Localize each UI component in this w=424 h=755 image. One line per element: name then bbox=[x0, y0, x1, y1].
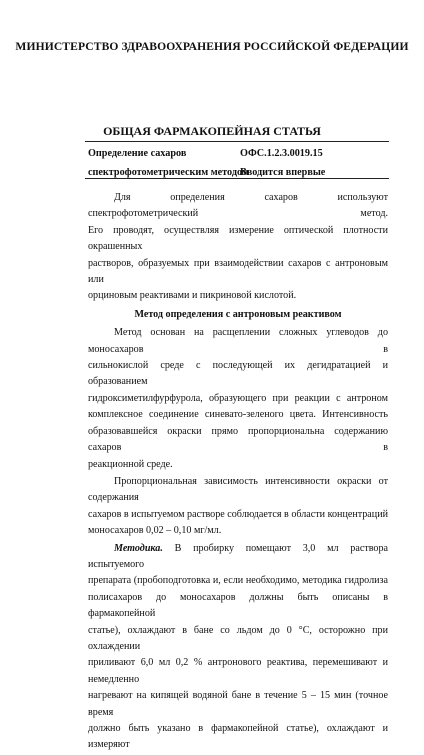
method-line: Метод основан на расщеплении сложных углеводов до моносахаров в bbox=[88, 327, 388, 355]
intro-line: орциновым реактивами и пикриновой кислотой. bbox=[88, 290, 297, 302]
method-paragraph bbox=[88, 325, 388, 473]
section-heading: Метод определения с антроновым реактивом bbox=[134, 308, 342, 320]
procedure-line: приливают 6,0 мл 0,2 % антронового реактива, перемешивают и немедленно bbox=[88, 657, 388, 685]
intro-line: растворов, образуемых при взаимодействии сахаров с антроновым или bbox=[88, 257, 388, 286]
method-line: реакционной среде. bbox=[88, 458, 173, 470]
method-line: комплексное соединение синевато-зеленого цвета. Интенсивность bbox=[88, 409, 388, 421]
meta-top-rule bbox=[85, 141, 389, 142]
intro-line: Для определения сахаров используют спектрофотометрический метод. bbox=[88, 192, 388, 220]
procedure-line: должно быть указано в фармакопейной статье), охлаждают и измеряют bbox=[88, 723, 388, 751]
procedure-line: нагревают на кипящей водяной бане в течение 5 – 15 мин (точное время bbox=[88, 690, 388, 718]
article-code-block bbox=[240, 144, 325, 182]
article-body bbox=[88, 190, 388, 755]
procedure-line: препарата (пробоподготовка и, если необходимо, методика гидролиза bbox=[88, 575, 388, 587]
article-code: ОФС.1.2.3.0019.15 bbox=[240, 148, 323, 159]
ministry-header: МИНИСТЕРСТВО ЗДРАВООХРАНЕНИЯ РОССИЙСКОЙ ФЕДЕРАЦИИ bbox=[15, 40, 409, 53]
method-line: сильнокислой среде с последующей их дегидратацией и образованием bbox=[88, 360, 388, 388]
procedure-label: Методика. bbox=[114, 542, 163, 554]
article-type-title: ОБЩАЯ ФАРМАКОПЕЙНАЯ СТАТЬЯ bbox=[103, 124, 321, 138]
procedure-line: полисахаров до моносахаров должны быть описаны в фармакопейной bbox=[88, 591, 388, 620]
procedure-first-line bbox=[88, 541, 388, 574]
range-line: Пропорциональная зависимость интенсивности окраски от содержания bbox=[88, 475, 388, 504]
method-line: образовавшейся окраски прямо пропорциональна содержанию сахаров в bbox=[88, 425, 388, 454]
method-line: гидроксиметилфурфурола, образующего при реакции с антроном bbox=[88, 392, 388, 404]
range-line: сахаров в испытуемом растворе соблюдается в области концентраций bbox=[88, 508, 388, 520]
procedure-paragraph bbox=[88, 541, 388, 754]
article-name-line2: спектрофотометрическим методом bbox=[88, 167, 249, 178]
range-line: моносахаров 0,02 – 0,10 мг/мл. bbox=[88, 525, 222, 537]
intro-line: Его проводят, осуществляя измерение оптической плотности окрашенных bbox=[88, 224, 388, 253]
meta-bottom-rule bbox=[85, 178, 389, 179]
intro-paragraph bbox=[88, 190, 388, 305]
article-name-line1: Определение сахаров bbox=[88, 148, 187, 159]
range-paragraph bbox=[88, 474, 388, 540]
article-status: Вводится впервые bbox=[240, 167, 326, 178]
article-name-block bbox=[88, 144, 249, 182]
procedure-first-text: В пробирку помещают 3,0 мл раствора испытуемого bbox=[88, 542, 388, 570]
procedure-line: статье), охлаждают в бане со льдом до 0 °C, осторожно при охлаждении bbox=[88, 624, 388, 652]
